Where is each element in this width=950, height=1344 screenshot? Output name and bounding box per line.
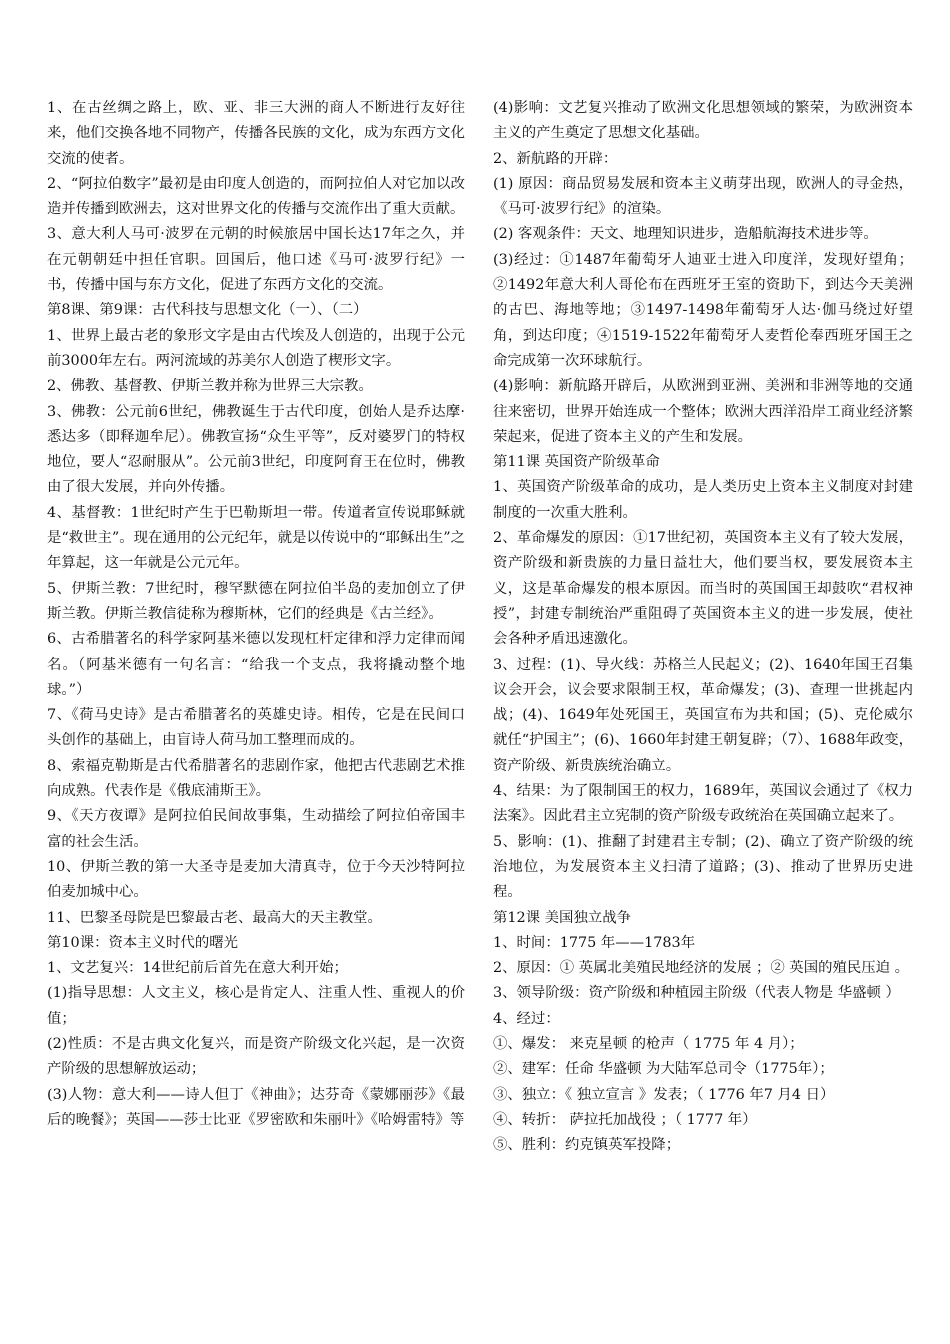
section-heading-lesson-11: 第11课 英国资产阶级革命 [493,454,660,471]
paragraph-renaissance-impact: (4)影响：文艺复兴推动了欧洲文化思想领域的繁荣，为欧洲资本主义的产生奠定了思想文化基础。 [493,100,913,142]
paragraph-routes-process: (3)经过：①1487年葡萄牙人迪亚士进入印度洋，发现好望角；②1492年意大利人哥伦布在西班牙王室的资助下，到达今天美洲的古巴、海地等地；③1497-1498年葡萄牙人达·伽马绕过好望角，到达印度；④1519-1522年葡萄牙人麦哲伦奉西班牙国王之命完成第一次环球航行。 [493,251,913,369]
paragraph-mecca-mosque: 10、伊斯兰教的第一大圣寺是麦加大清真寺，位于今天沙特阿拉伯麦加城中心。 [47,858,465,901]
paragraph-marco-polo: 3、意大利人马可·波罗在元朝的时候旅居中国长达17年之久，并在元朝朝廷中担任官职。回国后，他口述《马可·波罗行纪》一书，传播中国与东方文化，促进了东西方文化的交流。 [47,226,465,294]
paragraph-islam: 5、伊斯兰教：7世纪时，穆罕默德在阿拉伯半岛的麦加创立了伊斯兰教。伊斯兰教信徒称为穆斯林，它们的经典是《古兰经》。 [47,580,465,622]
paragraph-buddhism: 3、佛教：公元前6世纪，佛教诞生于古代印度，创始人是乔达摩·悉达多（即释迦牟尼）。佛教宣扬“众生平等”，反对婆罗门的特权地位，要人“忍耐服从”。公元前3世纪，印度阿育王在位时，佛教由了很大发展，并向外传播。 [47,403,465,496]
paragraph-english-revolution: 1、英国资产阶级革命的成功，是人类历史上资本主义制度对封建制度的一次重大胜利。 [493,479,913,521]
section-heading-lesson-8-9: 第8课、第9课：古代科技与思想文化（一）、（二） [47,302,368,319]
paragraph-hieroglyphs: 1、世界上最古老的象形文字是由古代埃及人创造的，出现于公元前3000年左右。两河流域的苏美尔人创造了楔形文字。 [47,327,465,369]
paragraph-new-routes: 2、新航路的开辟： [493,150,618,167]
paragraph-renaissance-figures: (3)人物：意大利——诗人但丁《神曲》；达芬奇《蒙娜丽莎》《最后的晚餐》；英国——莎士比亚《罗密欧和朱丽叶》《哈姆雷特》等 [47,1086,465,1128]
paragraph-three-religions: 2、佛教、基督教、伊斯兰教并称为世界三大宗教。 [47,378,373,395]
paragraph-war-process: 4、经过： [493,1010,560,1027]
paragraph-routes-conditions: (2) 客观条件：天文、地理知识进步，造船航海技术进步等。 [493,226,878,243]
paragraph-war-leaders: 3、领导阶级：资产阶级和种植园主阶级（代表人物是 华盛顿 ） [493,985,900,1002]
paragraph-notre-dame: 11、巴黎圣母院是巴黎最古老、最高大的天主教堂。 [47,909,382,926]
paragraph-sophocles: 8、索福克勒斯是古代希腊著名的悲剧作家，他把古代悲剧艺术推向成熟。代表作是《俄底浦斯王》。 [47,757,465,800]
paragraph-war-independence: ③、独立：《 独立宣言 》发表；（ 1776 年7 月4 日） [493,1086,835,1103]
paragraph-christianity: 4、基督教：1世纪时产生于巴勒斯坦一带。传道者宣传说耶稣就是“救世主”。现在通用的公元纪年，就是以传说中的“耶稣出生”之年算起，这一年就是公元元年。 [47,504,465,572]
paragraph-routes-impact: (4)影响：新航路开辟后，从欧洲到亚洲、美洲和非洲等地的交通往来密切，世界开始连成一个整体；欧洲大西洋沿岸工商业经济繁荣起来，促进了资本主义的产生和发展。 [493,378,913,445]
paragraph-war-causes: 2、原因：① 英属北美殖民地经济的发展 ；② 英国的殖民压迫 。 [493,960,910,977]
paragraph-war-turning-point: ④、转折： 萨拉托加战役 ；（ 1777 年） [493,1111,757,1128]
paragraph-archimedes: 6、古希腊著名的科学家阿基米德以发现杠杆定律和浮力定律而闻名。（阿基米德有一句名言：“给我一个支点，我将撬动整个地球。”） [47,631,465,698]
paragraph-war-victory: ⑤、胜利：约克镇英军投降； [493,1137,681,1154]
paragraph-arabic-numerals: 2、“阿拉伯数字”最初是由印度人创造的，而阿拉伯人对它加以改造并传播到欧洲去，这对世界文化的传播与交流作出了重大贡献。 [47,175,465,218]
paragraph-routes-causes: (1) 原因：商品贸易发展和资本主义萌芽出现，欧洲人的寻金热，《马可·波罗行纪》的渲染。 [493,175,913,218]
paragraph-revolution-result: 4、结果：为了限制国王的权力，1689年，英国议会通过了《权力法案》。因此君主立宪制的资产阶级专政统治在英国确立起来了。 [493,783,913,825]
paragraph-renaissance-ideology: (1)指导思想：人文主义，核心是肯定人、注重人性、重视人的价值； [47,985,465,1027]
section-heading-lesson-10: 第10课：资本主义时代的曙光 [47,934,238,951]
paragraph-arabian-nights: 9、《天方夜谭》是阿拉伯民间故事集，生动描绘了阿拉伯帝国丰富的社会生活。 [47,808,465,850]
section-heading-lesson-12: 第12课 美国独立战争 [493,909,632,926]
paragraph-revolution-impact: 5、影响：(1)、推翻了封建君主专制；(2)、确立了资产阶级的统治地位，为发展资本主义扫清了道路；(3)、推动了世界历史进程。 [493,833,913,901]
paragraph-silk-road: 1、在古丝绸之路上，欧、亚、非三大洲的商人不断进行友好往来，他们交换各地不同物产，传播各民族的文化，成为东西方文化交流的使者。 [47,100,465,167]
paragraph-revolution-process: 3、过程：(1)、导火线：苏格兰人民起义；(2)、1640年国王召集议会开会，议会要求限制王权，革命爆发；(3)、查理一世挑起内战；(4)、1649年处死国王，英国宣布为共和国；(5)、克伦威尔就任“护国主”；(6)、1660年封建王朝复辟；（7）、1688年政变，资产阶级、新贵族统治确立。 [493,656,913,774]
paragraph-war-outbreak: ①、爆发： 来克星顿 的枪声（ 1775 年 4 月）； [493,1035,804,1052]
paragraph-renaissance: 1、文艺复兴：14世纪前后首先在意大利开始； [47,960,348,977]
paragraph-renaissance-nature: (2)性质：不是古典文化复兴，而是资产阶级文化兴起，是一次资产阶级的思想解放运动； [47,1035,465,1078]
left-column [47,96,465,1133]
paragraph-war-time: 1、时间：1775 年——1783年 [493,934,696,951]
paragraph-war-army: ②、建军：任命 华盛顿 为大陆军总司令（1775年）； [493,1061,834,1078]
paragraph-homer: 7、《荷马史诗》是古希腊著名的英雄史诗。相传，它是在民间口头创作的基础上，由盲诗人荷马加工整理而成的。 [47,707,465,749]
paragraph-revolution-causes: 2、革命爆发的原因：①17世纪初，英国资本主义有了较大发展，资产阶级和新贵族的力量日益壮大，他们要当权，要发展资本主义，这是革命爆发的根本原因。而当时的英国国王却鼓吹“君权神授”，封建专制统治严重阻碍了英国资本主义的进一步发展，使社会各种矛盾迅速激化。 [493,530,913,648]
right-column [493,96,913,1158]
